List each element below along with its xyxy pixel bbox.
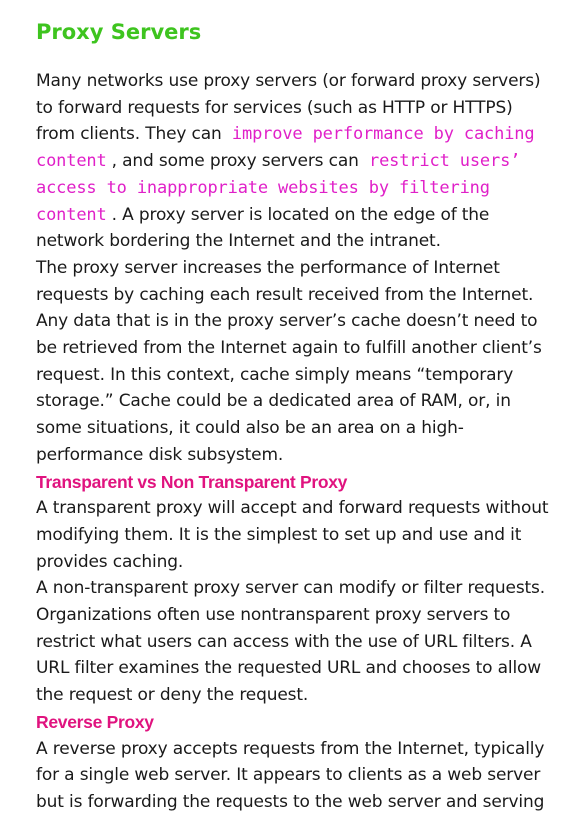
intro-paragraph — [36, 68, 549, 255]
inline-code-filtering: restrict users’ access to inappropriate websites by filtering content — [36, 151, 521, 225]
reverse-proxy-paragraph: A reverse proxy accepts requests from the Internet, typically for a single web server. It appears to clients as a web server but is forwarding the requests to the web server and serving — [36, 738, 545, 812]
non-transparent-paragraph: A non-transparent proxy server can modify or filter requests. Organizations often use nontransparent proxy servers to restrict what users can access with the use of URL filters. A URL filter examines the requested URL and chooses to allow the request or deny the request. — [36, 578, 546, 706]
transparent-paragraph: A transparent proxy will accept and forward requests without modifying them. It is the simplest to set up and use and it provides caching. — [36, 498, 549, 572]
intro-text-2: , and some proxy servers can — [111, 151, 359, 172]
inline-code-caching: improve performance by caching content — [36, 124, 535, 172]
page-title: Proxy Servers — [36, 20, 202, 44]
intro-text-3: . A proxy server is located on the edge of the network bordering the Internet and the intranet. — [36, 204, 490, 252]
section-heading-transparent: Transparent vs Non Transparent Proxy — [36, 471, 348, 492]
intro-text-1: Many networks use proxy servers (or forward proxy servers) to forward requests for services (such as HTTP or HTTPS) from clients. They can — [36, 71, 541, 145]
section-heading-reverse: Reverse Proxy — [36, 711, 154, 732]
caching-paragraph: The proxy server increases the performance of Internet requests by caching each result received from the Internet. Any data that is in the proxy server’s cache doesn’t need to be retrieved from the Internet again to fulfill another client’s request. In this context, cache simply means “temporary storage.” Cache could be a dedicated area of RAM, or, in some situations, it could also be an area on a high-performance disk subsystem. — [36, 257, 542, 465]
